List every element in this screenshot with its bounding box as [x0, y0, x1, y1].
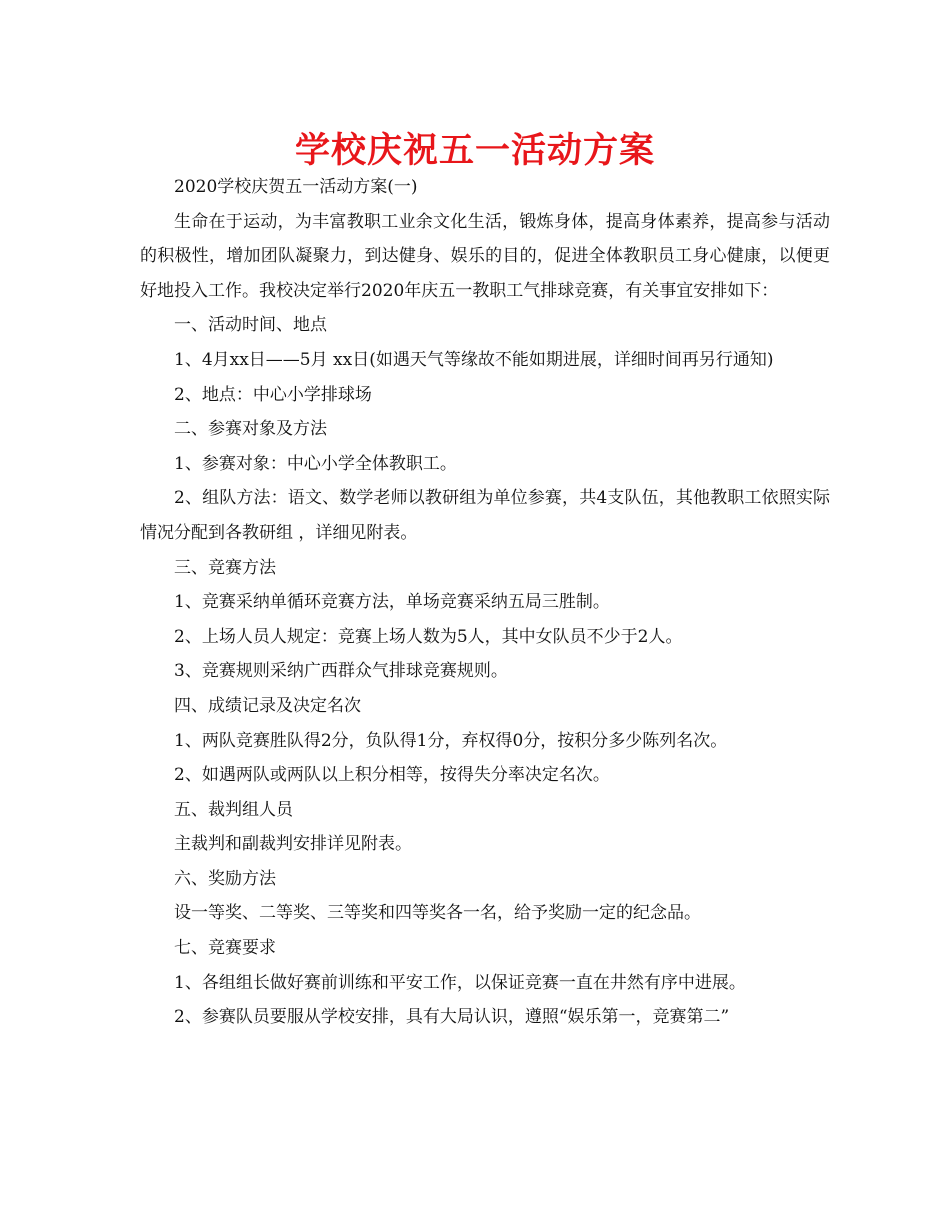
paragraph-participants: 1、参赛对象：中心小学全体教职工。	[174, 453, 457, 474]
section-heading-requirements: 七、竞赛要求	[174, 938, 276, 959]
paragraph-requirement-1: 1、各组组长做好赛前训练和平安工作，以保证竞赛一直在井然有序中进展。	[174, 972, 746, 993]
section-heading-time-place: 一、活动时间、地点	[174, 315, 327, 336]
section-heading-ranking: 四、成绩记录及决定名次	[174, 695, 361, 716]
document-body	[140, 170, 830, 1035]
paragraph-awards: 设一等奖、二等奖、三等奖和四等奖各一名，给予奖励一定的纪念品。	[174, 903, 701, 924]
paragraph-game-rules: 3、竞赛规则采纳广西群众气排球竞赛规则。	[174, 661, 508, 682]
section-heading-participants: 二、参赛对象及方法	[174, 419, 327, 440]
paragraph-tiebreak: 2、如遇两队或两队以上积分相等，按得失分率决定名次。	[174, 765, 610, 786]
paragraph-time: 1、4月xx日——5月 xx日(如遇天气等缘故不能如期进展，详细时间再另行通知)	[174, 349, 774, 370]
paragraph-requirement-2: 2、参赛队员要服从学校安排，具有大局认识，遵照“娱乐第一，竞赛第二”	[174, 1007, 730, 1028]
subtitle-paragraph: 2020学校庆贺五一活动方案(一)	[174, 177, 418, 197]
paragraph-team-method: 2、组队方法：语文、数学老师以教研组为单位参赛，共4支队伍，其他教职工依照实际情况分配到各教研组 ，详细见附表。	[140, 488, 830, 543]
section-heading-awards: 六、奖励方法	[174, 868, 276, 889]
section-heading-competition-method: 三、竞赛方法	[174, 557, 276, 578]
paragraph-player-rules: 2、上场人员人规定：竞赛上场人数为5人，其中女队员不少于2人。	[174, 626, 683, 647]
paragraph-referees: 主裁判和副裁判安排详见附表。	[174, 834, 412, 855]
paragraph-round-robin: 1、竞赛采纳单循环竞赛方法，单场竞赛采纳五局三胜制。	[174, 592, 610, 613]
paragraph-place: 2、地点：中心小学排球场	[174, 384, 372, 405]
paragraph-points: 1、两队竞赛胜队得2分，负队得1分，弃权得0分，按积分多少陈列名次。	[174, 730, 728, 751]
section-heading-referees: 五、裁判组人员	[174, 799, 293, 820]
document-title: 学校庆祝五一活动方案	[294, 131, 655, 171]
intro-paragraph: 生命在于运动，为丰富教职工业余文化生活，锻炼身体，提高身体素养，提高参与活动的积极性，增加团队凝聚力，到达健身、娱乐的目的，促进全体教职员工身心健康，以便更好地投入工作。我校决定举行2020年庆五一教职工气排球竞赛，有关事宜安排如下：	[140, 211, 830, 301]
